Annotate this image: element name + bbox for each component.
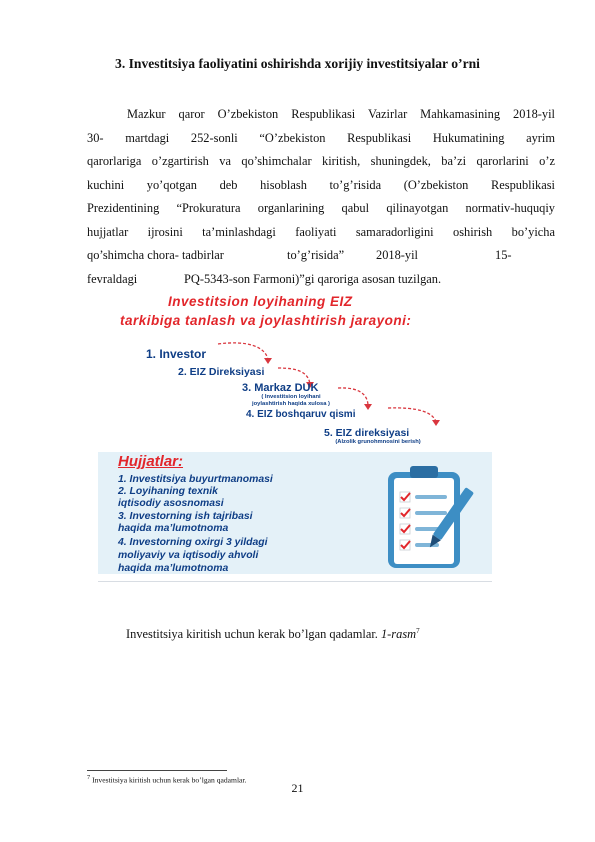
page-number: 21 bbox=[291, 781, 304, 795]
paragraph-line: 30- martdagi 252-sonli “O’zbekiston Respublikasi Hukumatining ayrim bbox=[87, 130, 555, 145]
paragraph-line: Mazkur qaror O’zbekiston Respublikasi Vazirlar Mahkamasining 2018-yil bbox=[127, 107, 555, 121]
document-item: 2. Loyihaning texnik bbox=[118, 486, 218, 497]
flow-step-3-note: ( Investitsion loyihani joylashtirish haqida xulosa ) bbox=[252, 394, 330, 407]
footnote-marker[interactable]: 7 bbox=[416, 627, 420, 635]
paragraph-line: hujjatlar ijrosini ta’minlashdagi faoliyati samaradorligini oshirish bo’yicha bbox=[87, 224, 555, 239]
document-item: 1. Investitsiya buyurtmanomasi bbox=[118, 474, 273, 485]
paragraph-line: kuchini yo’qotgan deb hisoblash to’g’risida (O’zbekiston Respublikasi bbox=[87, 177, 555, 192]
document-item: 3. Investorning ish tajribasi bbox=[118, 511, 253, 522]
investment-process-figure bbox=[98, 292, 492, 582]
paragraph-line: Prezidentining “Prokuratura organlarining qabul qilinayotgan normativ-huquqiy bbox=[87, 201, 555, 215]
flow-step-5-note: (Alzolik grunohmnosini berish) bbox=[335, 439, 421, 445]
caption-text: Investitsiya kiritish uchun kerak bo’lgan qadamlar. bbox=[126, 627, 381, 642]
figure-title-line2: tarkibiga tanlash va joylashtirish jarayoni: bbox=[120, 313, 412, 328]
document-item: iqtisodiy asosnomasi bbox=[118, 498, 224, 509]
figure-caption bbox=[126, 627, 420, 642]
flow-step-5: 5. EIZ direksiyasi bbox=[324, 427, 410, 439]
clipboard-checklist-icon bbox=[374, 462, 486, 572]
document-item: haqida ma’lumotnoma bbox=[118, 523, 229, 534]
flow-step-2: 2. EIZ Direksiyasi bbox=[178, 366, 265, 378]
paragraph-line bbox=[87, 244, 555, 268]
footnote-number: 7 bbox=[87, 774, 91, 781]
paragraph-line bbox=[87, 268, 555, 292]
line-part: 15- bbox=[495, 248, 512, 262]
flow-step-3: 3. Markaz DUK bbox=[242, 382, 319, 394]
document-item: moliyaviy va iqtisodiy ahvoli bbox=[118, 550, 259, 561]
footnote-separator bbox=[87, 770, 227, 771]
flow-arrows bbox=[98, 292, 492, 452]
line-part: PQ-5343-son Farmoni)”gi qaroriga asosan tuzilgan. bbox=[184, 271, 442, 286]
line-part: fevraldagi bbox=[87, 271, 138, 286]
paragraph-line: qarorlariga o’zgartirish va qo’shimchalar kiritish, shuningdek, ba’zi qarorlarini o’z bbox=[87, 154, 555, 168]
section-heading: 3. Investitsiya faoliyatini oshirishda xorijiy investitsiyalar o’rni bbox=[115, 56, 480, 71]
caption-ref: 1-rasm bbox=[380, 627, 417, 642]
document-item: haqida ma’lumotnoma bbox=[118, 563, 229, 574]
flow-step-4: 4. EIZ boshqaruv qismi bbox=[246, 409, 356, 420]
line-part: qo’shimcha chora- tadbirlar bbox=[87, 248, 224, 262]
documents-heading: Hujjatlar: bbox=[118, 453, 184, 470]
figure-title-line1: Investitsion loyihaning EIZ bbox=[168, 294, 353, 309]
line-part: 2018-yil bbox=[376, 248, 418, 262]
body-paragraph bbox=[87, 103, 555, 291]
document-item: 4. Investorning oxirgi 3 yildagi bbox=[118, 537, 268, 548]
footnote-text: Investitsiya kiritish uchun kerak bo’lgan qadamlar. bbox=[90, 775, 247, 785]
line-part: to’g’risida” bbox=[287, 248, 345, 262]
flow-step-1: 1. Investor bbox=[146, 347, 207, 361]
